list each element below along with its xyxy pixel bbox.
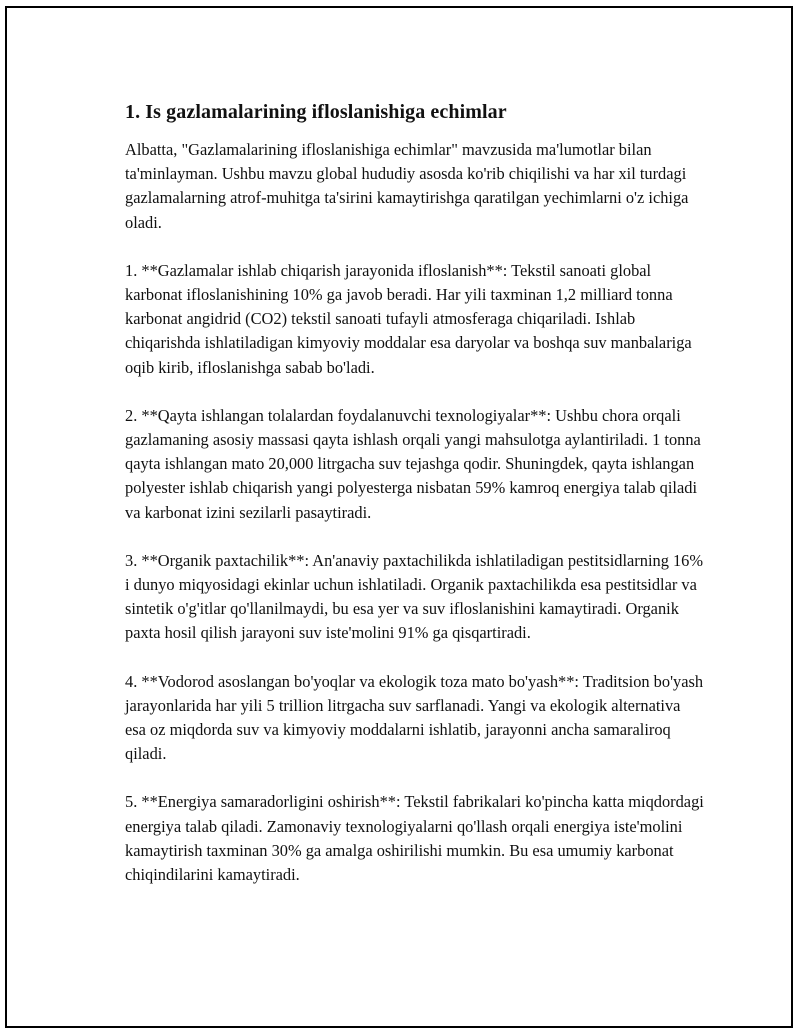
paragraph-item-1: 1. **Gazlamalar ishlab chiqarish jarayonida ifloslanish**: Tekstil sanoati global karbonat ifloslanishining 10% ga javob beradi. Har yili taxminan 1,2 milliard tonna karbonat angidrid (CO2) tekstil sanoati tufayli atmosferaga chiqariladi. Ishlab chiqarishda ishlatiladigan kimyoviy moddalar esa daryolar va boshqa suv manbalariga oqib kirib, ifloslanishga sabab bo'ladi. — [125, 260, 692, 377]
page-frame — [5, 6, 793, 1028]
intro-paragraph: Albatta, "Gazlamalarining ifloslanishiga echimlar" mavzusida ma'lumotlar bilan ta'minlayman. Ushbu mavzu global hududiy asosda ko'rib chiqilishi va har xil turdagi gazlamalarning atrof-muhitga ta'sirini kamaytirishga qaratilgan yechimlarni o'z ichiga oladi. — [125, 140, 689, 232]
paragraph-item-3: 3. **Organik paxtachilik**: An'anaviy paxtachilikda ishlatiladigan pestitsidlarning 16% i dunyo miqyosidagi ekinlar uchun ishlatiladi. Organik paxtachilikda esa pestitsidlar va sintetik o'g'itlar qo'llanilmaydi, bu esa yer va suv ifloslanishini kamaytiradi. Organik paxta hosil qilish jarayoni suv iste'molini 91% ga qisqartiradi. — [125, 550, 704, 643]
paragraph-item-2: 2. **Qayta ishlangan tolalardan foydalanuvchi texnologiyalar**: Ushbu chora orqali gazlamaning asosiy massasi qayta ishlash orqali yangi mahsulotga aylantiriladi. 1 tonna qayta ishlangan mato 20,000 litrgacha suv tejashga qodir. Shuningdek, qayta ishlangan polyester ishlab chiqarish yangi polyesterga nisbatan 59% kamroq energiya talab qiladi va karbonat izini sezilarli pasaytiradi. — [125, 405, 701, 522]
document-title: 1. Is gazlamalarining ifloslanishiga echimlar — [125, 101, 507, 123]
paragraph-item-5: 5. **Energiya samaradorligini oshirish**: Tekstil fabrikalari ko'pincha katta miqdordagi energiya talab qiladi. Zamonaviy texnologiyalarni qo'llash orqali energiya iste'molini kamaytirish taxminan 30% ga amalga oshirilishi mumkin. Bu esa umumiy karbonat chiqindilarini kamaytiradi. — [125, 792, 704, 885]
document-body — [125, 98, 705, 911]
paragraph-item-4: 4. **Vodorod asoslangan bo'yoqlar va ekologik toza mato bo'yash**: Traditsion bo'yash jarayonlarida har yili 5 trillion litrgacha suv sarflanadi. Yangi va ekologik alternativa esa oz miqdorda suv va kimyoviy moddalarni ishlatib, jarayonni ancha samaraliroq qiladi. — [125, 671, 704, 764]
